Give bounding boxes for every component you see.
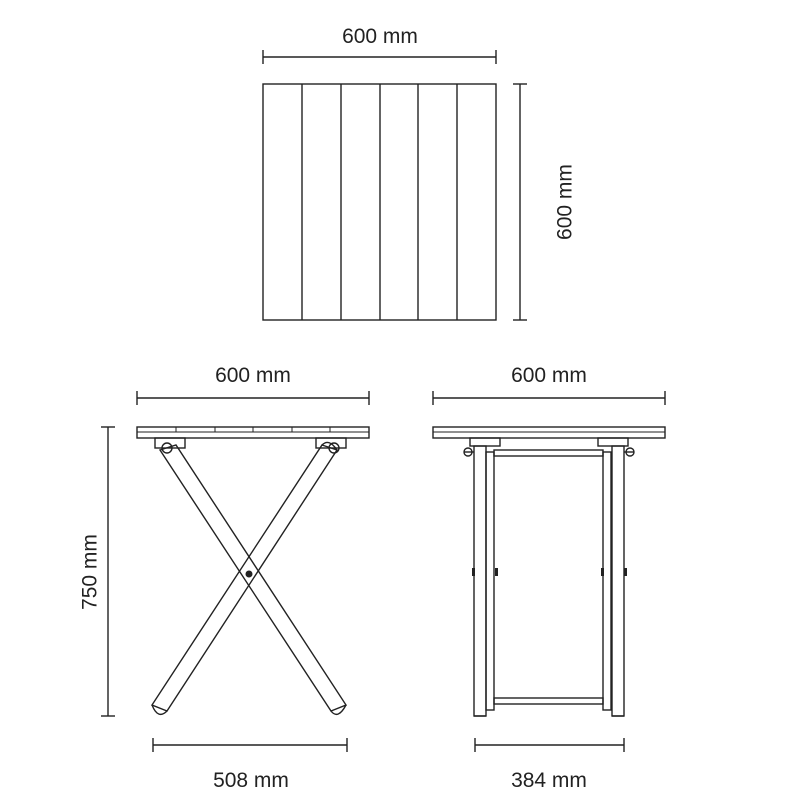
top-depth-dimension xyxy=(513,84,577,320)
side-base-label: 508 mm xyxy=(213,769,289,792)
side-width-label: 600 mm xyxy=(215,364,291,387)
front-outer-legs xyxy=(474,446,624,716)
front-width-dimension xyxy=(433,364,665,405)
side-pivot-bolt xyxy=(246,571,253,578)
side-height-dimension xyxy=(79,427,115,716)
front-width-label: 600 mm xyxy=(511,364,587,387)
side-hinge-brackets xyxy=(155,438,346,453)
side-tabletop xyxy=(137,427,369,438)
front-cleats xyxy=(470,438,628,446)
front-view xyxy=(433,364,665,792)
top-width-dimension xyxy=(263,25,496,64)
front-tabletop xyxy=(433,427,665,438)
front-lower-rail xyxy=(494,698,603,704)
side-view xyxy=(79,364,369,792)
front-base-label: 384 mm xyxy=(511,769,587,792)
side-base-dimension xyxy=(153,738,347,792)
side-height-label: 750 mm xyxy=(78,534,102,610)
front-base-dimension xyxy=(475,738,624,792)
top-width-label: 600 mm xyxy=(342,25,418,48)
top-depth-label: 600 mm xyxy=(553,164,577,240)
tabletop-planks xyxy=(263,84,496,320)
top-view xyxy=(263,25,577,320)
front-inner-legs xyxy=(486,452,611,710)
side-width-dimension xyxy=(137,364,369,405)
front-pivot-markers xyxy=(472,568,627,576)
